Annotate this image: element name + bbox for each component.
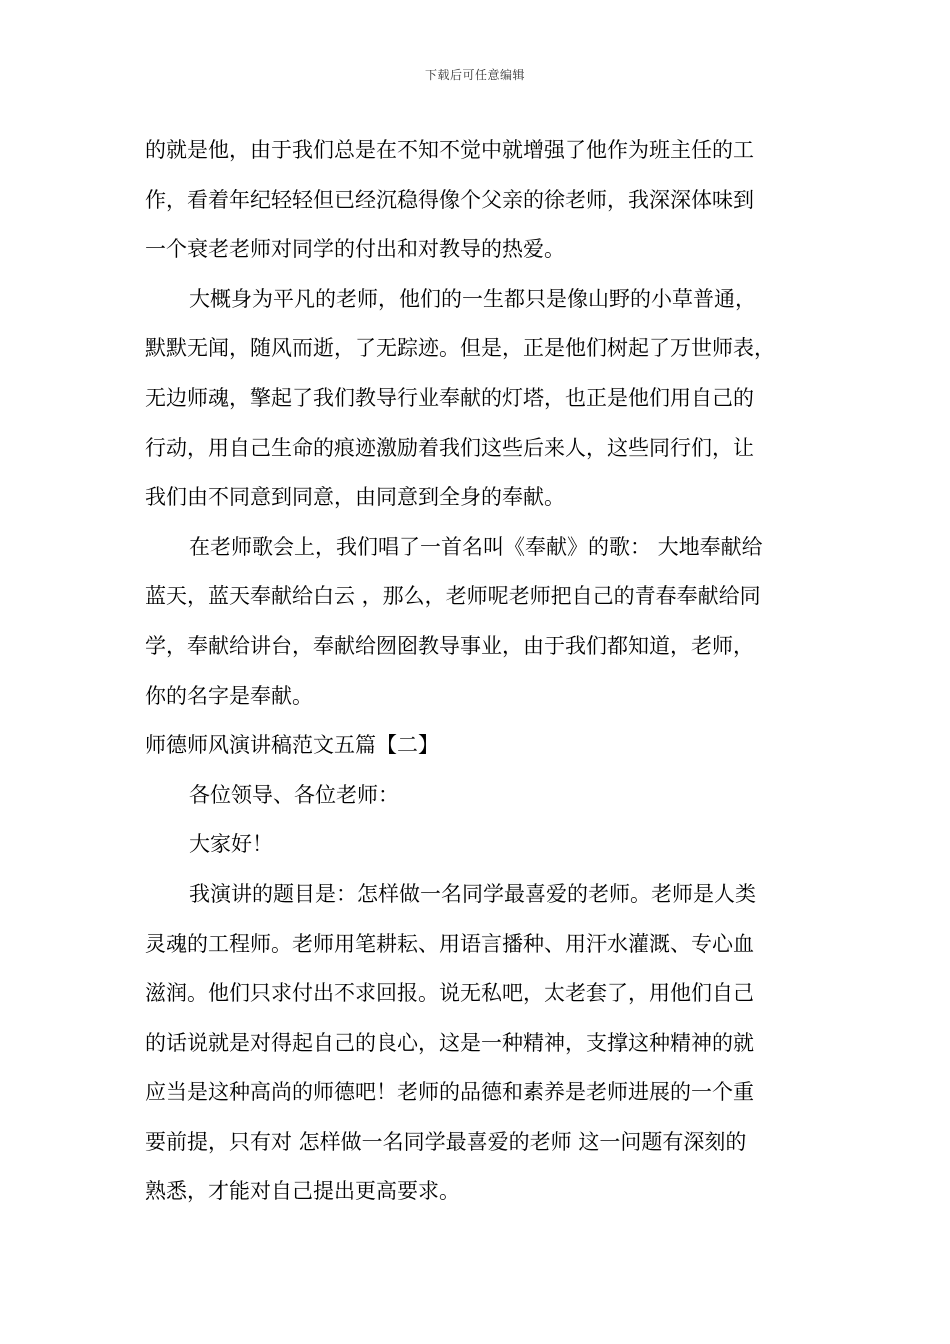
- text-line: 应当是这种高尚的师德吧！老师的品德和素养是老师进展的一个重: [145, 1080, 754, 1105]
- text-line: 你的名字是奉献。: [145, 683, 313, 708]
- text-line: 蓝天，蓝天奉献给白云 ，那么，老师呢老师把自己的青春奉献给同: [145, 584, 761, 609]
- text-line: 大家好！: [189, 832, 273, 857]
- page-header-note: 下载后可任意编辑: [424, 68, 525, 82]
- text-line: 默默无闻，随风而逝，了无踪迹。但是，正是他们树起了万世师表，: [145, 336, 775, 361]
- document-body: [145, 126, 820, 1217]
- text-line: 无边师魂，擎起了我们教导行业奉献的灯塔，也正是他们用自己的: [145, 385, 754, 410]
- section-heading: 师德师风演讲稿范文五篇【二】: [145, 733, 439, 758]
- text-line: 熟悉，才能对自己提出更高要求。: [145, 1179, 460, 1204]
- text-line: 滋润。他们只求付出不求回报。说无私吧，太老套了，用他们自己: [145, 981, 754, 1006]
- text-line: 大概身为平凡的老师，他们的一生都只是像山野的小草普通，: [189, 286, 756, 311]
- text-line: 我演讲的题目是：怎样做一名同学最喜爱的老师。老师是人类: [189, 881, 756, 906]
- text-line: 我们由不同意到同意，由同意到全身的奉献。: [145, 485, 565, 510]
- text-line: 在老师歌会上，我们唱了一首名叫《奉献》的歌： 大地奉献给: [189, 534, 763, 559]
- text-line: 一个衰老老师对同学的付出和对教导的热爱。: [145, 237, 565, 262]
- text-line: 灵魂的工程师。老师用笔耕耘、用语言播种、用汗水灌溉、专心血: [145, 931, 754, 956]
- text-line: 作，看着年纪轻轻但已经沉稳得像个父亲的徐老师，我深深体味到: [145, 187, 754, 212]
- text-line: 行动，用自己生命的痕迹激励着我们这些后来人，这些同行们，让: [145, 435, 754, 460]
- text-line: 的话说就是对得起自己的良心，这是一种精神，支撑这种精神的就: [145, 1030, 754, 1055]
- text-line: 学，奉献给讲台，奉献给囫囵教导事业，由于我们都知道，老师，: [145, 633, 754, 658]
- text-line: 要前提，只有对 怎样做一名同学最喜爱的老师 这一问题有深刻的: [145, 1129, 747, 1154]
- text-line: 各位领导、各位老师：: [189, 782, 399, 807]
- text-line: 的就是他，由于我们总是在不知不觉中就增强了他作为班主任的工: [145, 138, 754, 162]
